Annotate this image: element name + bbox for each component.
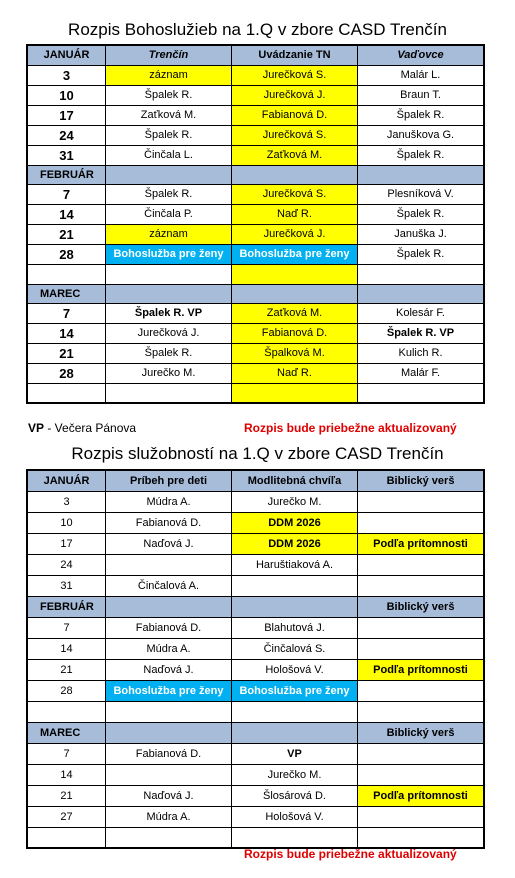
table-row-empty [27,383,484,403]
verse-cell [358,512,485,533]
table-row [27,617,484,638]
table-row-empty [27,264,484,284]
date-cell: 17 [27,533,106,554]
header-vadovce: Vaďovce [358,45,485,65]
section-spacer [232,722,358,743]
date-cell: 7 [27,184,106,204]
table-row [27,806,484,827]
section-row-february [27,165,484,184]
schedule-title: Rozpis Bohoslužieb na 1.Q v zbore CASD Trenčín [68,20,447,39]
section-row-march [27,284,484,303]
empty-cell [27,701,106,722]
vadovce-cell: Plesníková V. [358,184,485,204]
empty-cell [27,264,106,284]
worship-schedule-table [26,44,485,404]
uvadzanie-cell: Jurečková S. [232,125,358,145]
duties-title: Rozpis služobností na 1.Q v zbore CASD Trenčín [71,444,444,463]
uvadzanie-cell: Bohoslužba pre ženy [232,244,358,264]
story-cell: Naďová J. [106,785,232,806]
header-uvadzanie: Uvádzanie TN [232,45,358,65]
section-label: MAREC [27,284,106,303]
vadovce-cell: Špalek R. [358,244,485,264]
empty-cell [232,264,358,284]
story-cell: Naďová J. [106,533,232,554]
date-cell: 24 [27,125,106,145]
section-spacer [232,596,358,617]
verse-cell [358,638,485,659]
vp-abbrev: VP [28,421,45,435]
uvadzanie-cell: Jurečková J. [232,224,358,244]
vadovce-cell: Kolesár F. [358,303,485,323]
trencin-cell: Jurečková J. [106,323,232,343]
date-cell: 10 [27,512,106,533]
table-row [27,638,484,659]
header-verse: Biblický verš [358,470,485,491]
vadovce-cell: Malár L. [358,65,485,85]
date-cell: 31 [27,145,106,165]
date-cell: 21 [27,785,106,806]
vadovce-cell: Braun T. [358,85,485,105]
table-row [27,680,484,701]
verse-cell [358,743,485,764]
date-cell: 7 [27,743,106,764]
trencin-cell: záznam [106,224,232,244]
uvadzanie-cell: Špalková M. [232,343,358,363]
section-label: FEBRUÁR [27,596,106,617]
table-header-row [27,45,484,65]
section-spacer [358,165,485,184]
prayer-cell: Bohoslužba pre ženy [232,680,358,701]
date-cell: 14 [27,204,106,224]
verse-cell: Podľa prítomnosti [358,785,485,806]
date-cell: 7 [27,303,106,323]
date-cell: 17 [27,105,106,125]
story-cell [106,554,232,575]
table-row [27,125,484,145]
duties-schedule-table [26,469,485,849]
vadovce-cell: Januškova G. [358,125,485,145]
date-cell: 21 [27,224,106,244]
table-row [27,244,484,264]
section-spacer [232,284,358,303]
trencin-cell: Špalek R. [106,125,232,145]
verse-cell: Podľa prítomnosti [358,659,485,680]
header-prayer: Modlitebná chvíľa [232,470,358,491]
empty-cell [106,383,232,403]
trencin-cell: Činčala P. [106,204,232,224]
section-label: FEBRUÁR [27,165,106,184]
update-note-bottom: Rozpis bude priebežne aktualizovaný [244,847,457,861]
section-row-february [27,596,484,617]
table-row [27,105,484,125]
prayer-cell: Šlosárová D. [232,785,358,806]
vadovce-cell: Špalek R. VP [358,323,485,343]
empty-cell [106,264,232,284]
prayer-cell: Blahutová J. [232,617,358,638]
date-cell: 14 [27,764,106,785]
story-cell: Múdra A. [106,806,232,827]
empty-cell [358,701,485,722]
trencin-cell: Špalek R. [106,184,232,204]
prayer-cell: VP [232,743,358,764]
date-cell: 3 [27,65,106,85]
trencin-cell: Jurečko M. [106,363,232,383]
vadovce-cell: Špalek R. [358,145,485,165]
date-cell: 21 [27,659,106,680]
verse-cell [358,680,485,701]
table-row [27,303,484,323]
table-row [27,323,484,343]
empty-cell [106,701,232,722]
empty-cell [232,701,358,722]
story-cell: Fabianová D. [106,743,232,764]
story-cell: Bohoslužba pre ženy [106,680,232,701]
prayer-cell: Hološová V. [232,659,358,680]
date-cell: 10 [27,85,106,105]
verse-cell [358,575,485,596]
table-row [27,85,484,105]
section-spacer [106,284,232,303]
empty-cell [232,827,358,848]
uvadzanie-cell: Fabianová D. [232,323,358,343]
trencin-cell: Činčala L. [106,145,232,165]
table-row-empty [27,701,484,722]
empty-cell [106,827,232,848]
story-cell: Fabianová D. [106,512,232,533]
section-row-march [27,722,484,743]
vadovce-cell: Špalek R. [358,204,485,224]
empty-cell [358,383,485,403]
empty-cell [358,827,485,848]
story-cell: Fabianová D. [106,617,232,638]
date-cell: 28 [27,680,106,701]
verse-cell [358,806,485,827]
section-verse-label: Biblický verš [358,596,485,617]
date-cell: 27 [27,806,106,827]
table-row [27,184,484,204]
story-cell: Múdra A. [106,638,232,659]
vadovce-cell: Špalek R. [358,105,485,125]
empty-cell [27,383,106,403]
table-row-empty [27,827,484,848]
verse-cell [358,617,485,638]
trencin-cell: Bohoslužba pre ženy [106,244,232,264]
verse-cell [358,491,485,512]
table-row [27,343,484,363]
table-row [27,145,484,165]
date-cell: 24 [27,554,106,575]
prayer-cell [232,575,358,596]
prayer-cell: Jurečko M. [232,764,358,785]
empty-cell [358,264,485,284]
uvadzanie-cell: Naď R. [232,363,358,383]
table-row [27,554,484,575]
story-cell: Naďová J. [106,659,232,680]
table-row [27,575,484,596]
table-header-row [27,470,484,491]
table-row [27,363,484,383]
table-row [27,491,484,512]
section-spacer [358,284,485,303]
prayer-cell: Hološová V. [232,806,358,827]
prayer-cell: Činčalová S. [232,638,358,659]
table-row [27,224,484,244]
story-cell: Činčalová A. [106,575,232,596]
date-cell: 3 [27,491,106,512]
vadovce-cell: Kulich R. [358,343,485,363]
table-row [27,659,484,680]
trencin-cell: záznam [106,65,232,85]
prayer-cell: DDM 2026 [232,512,358,533]
section-spacer [106,596,232,617]
section-label: MAREC [27,722,106,743]
uvadzanie-cell: Naď R. [232,204,358,224]
table-row [27,533,484,554]
uvadzanie-cell: Zaťková M. [232,303,358,323]
table-row [27,785,484,806]
uvadzanie-cell: Zaťková M. [232,145,358,165]
verse-cell [358,554,485,575]
header-month: JANUÁR [27,470,106,491]
date-cell: 7 [27,617,106,638]
table-row [27,204,484,224]
verse-cell: Podľa prítomnosti [358,533,485,554]
uvadzanie-cell: Jurečková S. [232,65,358,85]
table-row [27,743,484,764]
section-spacer [106,722,232,743]
vp-meaning: - Večera Pánova [44,421,137,435]
update-note: Rozpis bude priebežne aktualizovaný [244,421,457,435]
table-row [27,764,484,785]
date-cell: 28 [27,363,106,383]
header-story: Príbeh pre deti [106,470,232,491]
uvadzanie-cell: Jurečková J. [232,85,358,105]
trencin-cell: Špalek R. [106,343,232,363]
table-row [27,512,484,533]
trencin-cell: Špalek R. [106,85,232,105]
header-month: JANUÁR [27,45,106,65]
section-spacer [106,165,232,184]
empty-cell [27,827,106,848]
table-row [27,65,484,85]
uvadzanie-cell: Fabianová D. [232,105,358,125]
story-cell [106,764,232,785]
header-trencin: Trenčín [106,45,232,65]
prayer-cell: Haruštiaková A. [232,554,358,575]
prayer-cell: DDM 2026 [232,533,358,554]
empty-cell [232,383,358,403]
section-spacer [232,165,358,184]
section-verse-label: Biblický verš [358,722,485,743]
date-cell: 31 [27,575,106,596]
verse-cell [358,764,485,785]
date-cell: 14 [27,638,106,659]
trencin-cell: Špalek R. VP [106,303,232,323]
vadovce-cell: Januška J. [358,224,485,244]
date-cell: 21 [27,343,106,363]
trencin-cell: Zaťková M. [106,105,232,125]
story-cell: Múdra A. [106,491,232,512]
vadovce-cell: Malár F. [358,363,485,383]
date-cell: 28 [27,244,106,264]
date-cell: 14 [27,323,106,343]
prayer-cell: Jurečko M. [232,491,358,512]
vp-legend [28,421,136,435]
uvadzanie-cell: Jurečková S. [232,184,358,204]
